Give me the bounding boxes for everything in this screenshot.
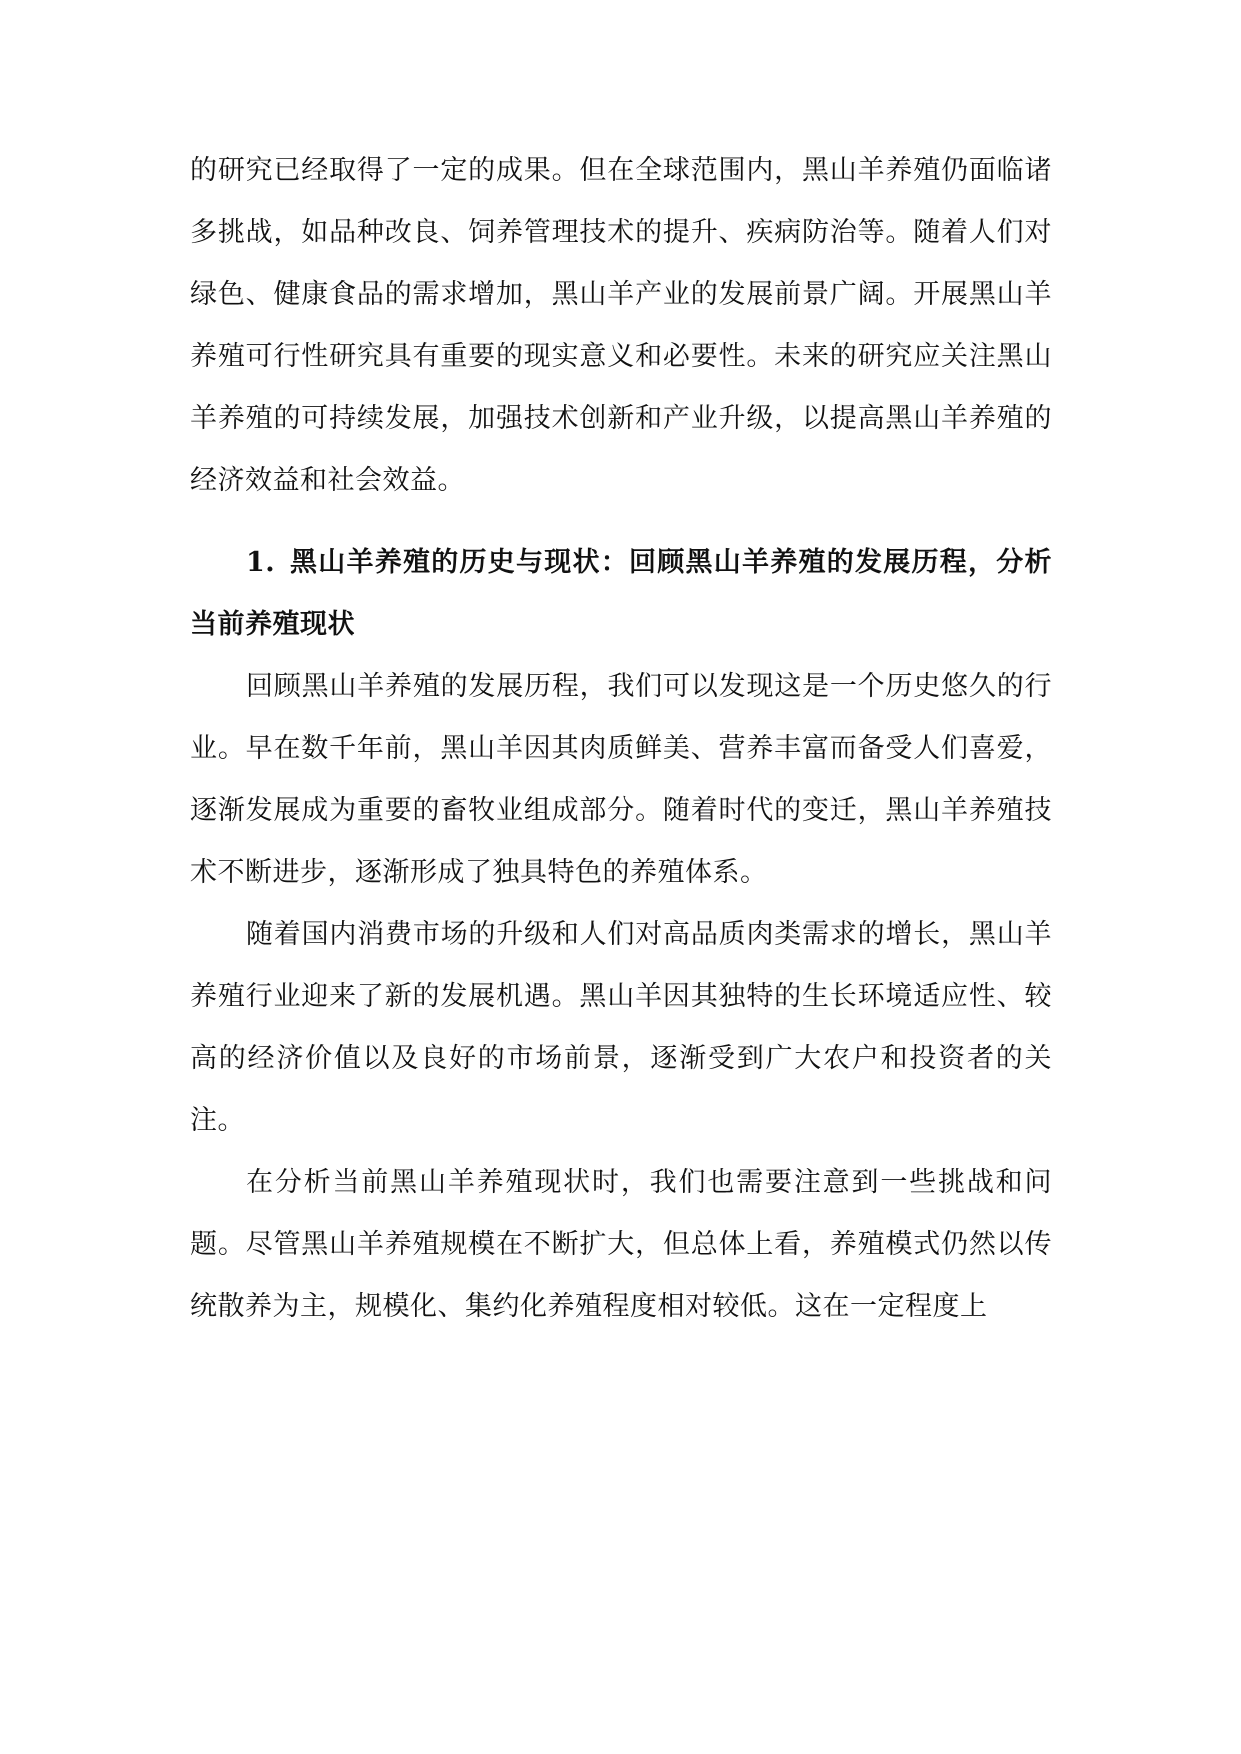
paragraph-continued: 的研究已经取得了一定的成果。但在全球范围内，黑山羊养殖仍面临诸多挑战，如品种改良、饲养管理技术的提升、疾病防治等。随着人们对绿色、健康食品的需求增加，黑山羊产业的发展前景广阔。开展黑山羊养殖可行性研究具有重要的现实意义和必要性。未来的研究应关注黑山羊养殖的可持续发展，加强技术创新和产业升级，以提高黑山羊养殖的经济效益和社会效益。 — [190, 155, 1052, 496]
section-title: 黑山羊养殖的历史与现状：回顾黑山羊养殖的发展历程，分析当前养殖现状 — [190, 547, 1052, 640]
paragraph-market: 随着国内消费市场的升级和人们对高品质肉类需求的增长，黑山羊养殖行业迎来了新的发展机遇。黑山羊因其独特的生长环境适应性、较高的经济价值以及良好的市场前景，逐渐受到广大农户和投资者的关注。 — [190, 919, 1052, 1136]
section-number: 1. — [246, 547, 276, 578]
document-body — [190, 140, 1052, 1338]
paragraph-history: 回顾黑山羊养殖的发展历程，我们可以发现这是一个历史悠久的行业。早在数千年前，黑山羊因其肉质鲜美、营养丰富而备受人们喜爱，逐渐发展成为重要的畜牧业组成部分。随着时代的变迁，黑山羊养殖技术不断进步，逐渐形成了独具特色的养殖体系。 — [190, 671, 1052, 888]
paragraph-current-status: 在分析当前黑山羊养殖现状时，我们也需要注意到一些挑战和问题。尽管黑山羊养殖规模在不断扩大，但总体上看，养殖模式仍然以传统散养为主，规模化、集约化养殖程度相对较低。这在一定程度上 — [190, 1167, 1052, 1322]
section-heading — [190, 532, 1052, 656]
